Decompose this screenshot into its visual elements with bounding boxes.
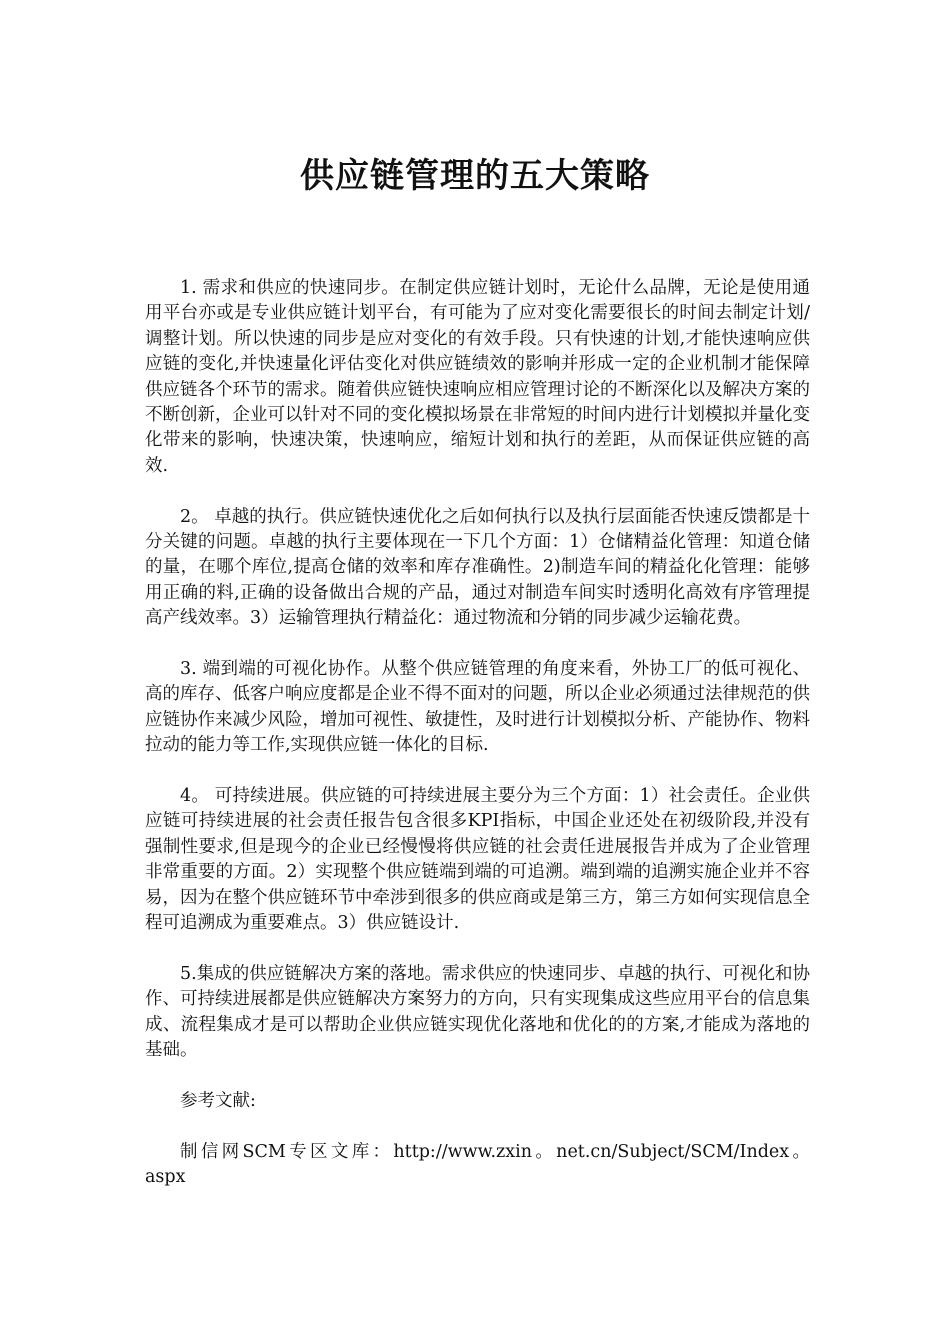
paragraph-excellent-execution: 2。 卓越的执行。供应链快速优化之后如何执行以及执行层面能否快速反馈都是十分关键的问题。卓越的执行主要体现在一下几个方面：1）仓储精益化管理：知道仓储的量，在哪个库位,提高仓储的效率和库存准确性。2)制造车间的精益化化管理：能够用正确的料,正确的设备做出合规的产品，通过对制造车间实时透明化高效有序管理提高产线效率。3）运输管理执行精益化：通过物流和分销的同步减少运输花费。 [145,506,810,629]
document-body [145,276,810,1191]
reference-entry: 制信网SCM专区文库：http://www.zxin。net.cn/Subject/SCM/Index。aspx [145,1141,810,1188]
references-label: 参考文献: [180,1090,256,1111]
document-title: 供应链管理的五大策略 [300,156,650,196]
paragraph-sustainable-progress: 4。 可持续进展。供应链的可持续进展主要分为三个方面：1）社会责任。企业供应链可持续进展的社会责任报告包含很多KPI指标，中国企业还处在初级阶段,并没有强制性要求,但是现今的企业已经慢慢将供应链的社会责任进展报告并成为了企业管理非常重要的方面。2）实现整个供应链端到端的可追溯。端到端的追溯实施企业并不容易，因为在整个供应链环节中牵涉到很多的供应商或是第三方，第三方如何实现信息全程可追溯成为重要难点。3）供应链设计. [145,786,810,934]
paragraph-demand-supply-sync: 1. 需求和供应的快速同步。在制定供应链计划时，无论什么品牌，无论是使用通用平台亦或是专业供应链计划平台，有可能为了应对变化需要很长的时间去制定计划/调整计划。所以快速的同步是应对变化的有效手段。只有快速的计划,才能快速响应供应链的变化,并快速量化评估变化对供应链绩效的影响并形成一定的企业机制才能保障供应链各个环节的需求。随着供应链快速响应相应管理讨论的不断深化以及解决方案的不断创新，企业可以针对不同的变化模拟场景在非常短的时间内进行计划模拟并量化变化带来的影响，快速决策，快速响应，缩短计划和执行的差距，从而保证供应链的高效. [145,278,810,476]
paragraph-end-to-end-visibility: 3. 端到端的可视化协作。从整个供应链管理的角度来看，外协工厂的低可视化、高的库存、低客户响应度都是企业不得不面对的问题，所以企业必须通过法律规范的供应链协作来减少风险，增加可视性、敏捷性，及时进行计划模拟分析、产能协作、物料拉动的能力等工作,实现供应链一体化的目标. [145,659,810,756]
paragraph-integrated-solution: 5.集成的供应链解决方案的落地。需求供应的快速同步、卓越的执行、可视化和协作、可持续进展都是供应链解决方案努力的方向，只有实现集成这些应用平台的信息集成、流程集成才是可以帮助企业供应链实现优化落地和优化的的方案,才能成为落地的基础。 [145,963,810,1061]
